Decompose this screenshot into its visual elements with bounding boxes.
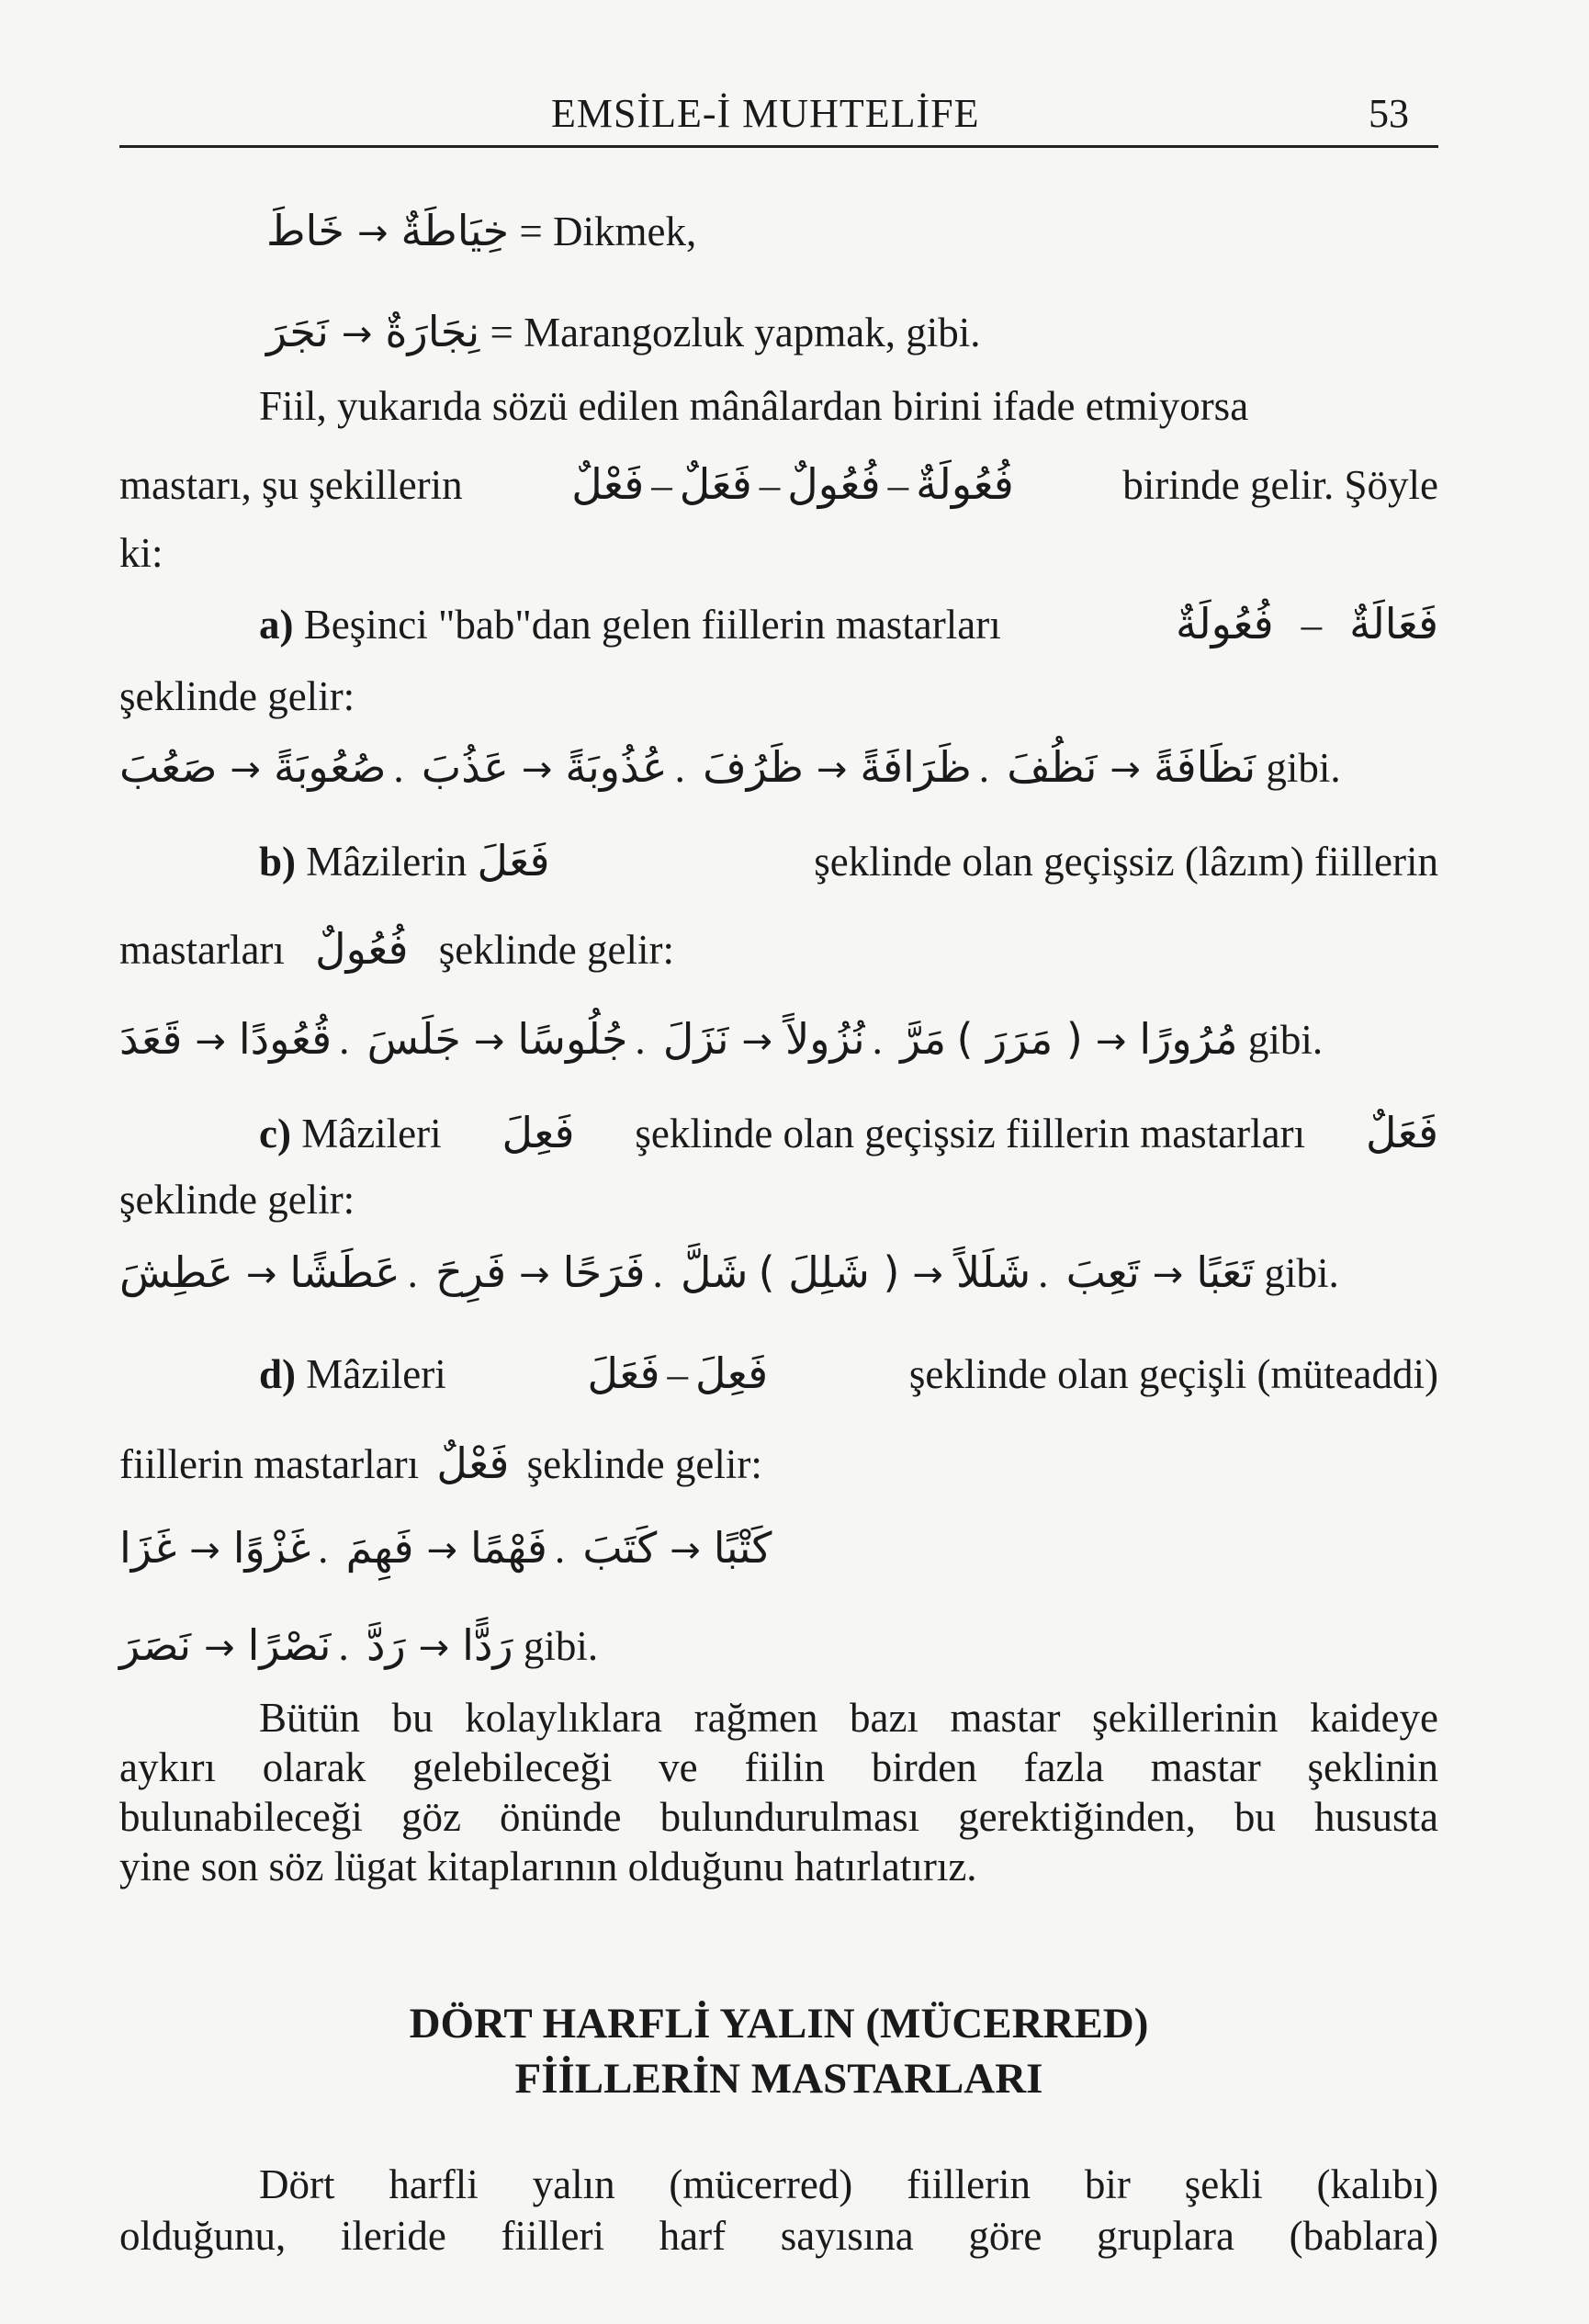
arabic-form: فَعَلٌ xyxy=(679,459,752,509)
arrow-icon: → xyxy=(519,1254,550,1296)
arabic-word: صُعُوبَةً xyxy=(273,742,387,792)
arabic-word: عَطِشَ xyxy=(119,1247,233,1297)
item-b-line-2 xyxy=(119,924,674,974)
text-span: şeklinde gelir: xyxy=(438,927,674,973)
arabic-word: تَعِبَ xyxy=(1065,1247,1140,1297)
gibi-text: gibi. xyxy=(1247,1017,1324,1063)
arrow-icon: → xyxy=(357,212,389,254)
item-d-line-1 xyxy=(259,1348,1438,1398)
item-label: c) xyxy=(259,1111,291,1156)
arabic-word: عَذُبَ xyxy=(421,742,509,792)
arabic-word: مُرُورًا xyxy=(1139,1014,1238,1064)
item-b-line-1 xyxy=(259,836,1438,886)
arrow-icon: → xyxy=(521,749,553,791)
arrow-icon: → xyxy=(816,749,848,791)
arabic-word: نَزَلَ xyxy=(662,1014,729,1064)
arabic-form: فُعُولَةٌ xyxy=(916,459,1014,509)
dash: – xyxy=(1301,602,1323,648)
arrow-icon: → xyxy=(230,749,261,791)
arabic-word: رَدَّ xyxy=(366,1620,406,1670)
arabic-word: شَلَّ xyxy=(681,1247,749,1297)
arabic-form: فَعِلَ xyxy=(501,1108,575,1157)
gibi-text: gibi. xyxy=(523,1623,599,1669)
paragraph-line: Bütün bu kolaylıklara rağmen bazı mastar şekillerinin kaideye xyxy=(259,1695,1438,1741)
paragraph-line xyxy=(119,459,1438,509)
paragraph-line: olduğunu, ileride fiilleri harf sayısına göre gruplara (bablara) xyxy=(119,2213,1438,2259)
dash: – xyxy=(667,1351,689,1397)
arrow-icon: → xyxy=(1095,1021,1127,1063)
text-span: Mâzileri xyxy=(306,1351,446,1397)
arrow-icon: → xyxy=(426,1529,457,1572)
arabic-word: رَدًّا xyxy=(462,1620,513,1670)
paragraph-line: aykırı olarak gelebileceği ve fiilin birden fazla mastar şeklinin xyxy=(119,1744,1438,1790)
arabic-word: نُزُولاً xyxy=(785,1014,865,1064)
gibi-text: gibi. xyxy=(1266,745,1341,791)
arabic-word: نَصَرَ xyxy=(119,1620,192,1670)
item-label: b) xyxy=(259,839,297,885)
meaning-text: = Dikmek, xyxy=(519,209,697,254)
form-list xyxy=(1176,599,1438,649)
arabic-word: غَزَا xyxy=(119,1523,177,1573)
arabic-word: كَتَبَ xyxy=(582,1523,658,1573)
text-span: mastarı, şu şekillerin xyxy=(119,462,463,508)
arrow-icon: → xyxy=(670,1529,701,1572)
arabic-form: فَعَلٌ xyxy=(1365,1108,1438,1157)
arrow-icon: → xyxy=(741,1021,773,1063)
text-span: şeklinde olan geçişsiz fiillerin mastarları xyxy=(635,1111,1306,1156)
paragraph-line: şeklinde gelir: xyxy=(119,1177,355,1223)
paragraph-line: şeklinde gelir: xyxy=(119,673,355,719)
item-c-line-1 xyxy=(259,1108,1438,1157)
arabic-form: فَعَالَةٌ xyxy=(1349,599,1438,649)
example-line-2 xyxy=(266,307,981,356)
arabic-word: فَهِمَ xyxy=(345,1523,414,1573)
arabic-word: فَرِحَ xyxy=(435,1247,507,1297)
arabic-word: مَرَّ xyxy=(900,1014,947,1064)
text-span: Beşinci "bab"dan gelen fiillerin mastarları xyxy=(303,602,1001,648)
arabic-word: فَرَحًا xyxy=(562,1247,646,1297)
arabic-verb: نَجَرَ xyxy=(266,307,329,356)
page-number: 53 xyxy=(1369,91,1409,136)
arrow-icon: → xyxy=(912,1254,943,1296)
arabic-form: فُعُولٌ xyxy=(315,924,409,974)
text-span: mastarları xyxy=(119,927,285,973)
arabic-word: تَعَبًا xyxy=(1196,1247,1255,1297)
running-header-title: EMSİLE-İ MUHTELİFE xyxy=(551,91,980,136)
gibi-text: gibi. xyxy=(1264,1250,1339,1296)
arabic-form: فَعَلَ xyxy=(477,836,550,886)
item-a-line-1 xyxy=(259,599,1438,649)
paragraph-line: bulunabileceği göz önünde bulundurulması gerektiğinden, bu hususta xyxy=(119,1794,1438,1840)
arrow-icon: → xyxy=(195,1021,226,1063)
item-label: d) xyxy=(259,1351,297,1397)
paragraph-line: Dört harfli yalın (mücerred) fiillerin bir şekli (kalıbı) xyxy=(259,2161,1438,2207)
arabic-form: فَعَلَ xyxy=(587,1348,660,1398)
arabic-word: عَطَشًا xyxy=(289,1247,400,1297)
dash: – xyxy=(759,462,781,508)
arabic-form: فَعْلٌ xyxy=(571,459,645,509)
dash: – xyxy=(651,462,672,508)
section-heading-line-1: DÖRT HARFLİ YALIN (MÜCERRED) xyxy=(409,2000,1149,2048)
arrow-icon: → xyxy=(245,1254,277,1296)
arabic-word: جُلُوسًا xyxy=(517,1014,628,1064)
arabic-word: ( مَرَرَ ) xyxy=(956,1014,1083,1064)
arabic-word: فَهْمًا xyxy=(470,1523,547,1573)
paragraph-line: ki: xyxy=(119,530,163,576)
arabic-word: كَتْبًا xyxy=(713,1523,772,1573)
arabic-word: قُعُودًا xyxy=(238,1014,332,1064)
arrow-icon: → xyxy=(1152,1254,1184,1296)
dash: – xyxy=(887,462,909,508)
arabic-form: فَعِلَ xyxy=(695,1348,769,1398)
arabic-word: قَعَدَ xyxy=(119,1014,183,1064)
text-span: şeklinde olan geçişli (müteaddi) xyxy=(908,1351,1438,1397)
arabic-word: عُذُوبَةً xyxy=(565,742,668,792)
example-row-d-2: نَصَرَ → نَصْرًا . رَدَّ → رَدًّا gibi. xyxy=(119,1620,599,1670)
text-span: Mâzilerin xyxy=(306,839,468,885)
arabic-word: نَظُفَ xyxy=(1007,742,1098,792)
arabic-word: شَلَلاً xyxy=(955,1247,1031,1297)
arrow-icon: → xyxy=(473,1021,505,1063)
item-d-line-2 xyxy=(119,1438,762,1488)
example-row-b: قَعَدَ → قُعُودًا . جَلَسَ → جُلُوسًا . نَزَلَ → نُزُولاً . مَرَّ ( مَرَرَ ) → مُرُورًا gibi. xyxy=(119,1014,1324,1064)
example-row-a: صَعُبَ → صُعُوبَةً . عَذُبَ → عُذُوبَةً . ظَرُفَ → ظَرَافَةً . نَظُفَ → نَظَافَةً gibi. xyxy=(119,742,1341,792)
arabic-masdar: نِجَارَةٌ xyxy=(385,307,480,356)
arabic-word: صَعُبَ xyxy=(119,742,218,792)
arrow-icon: → xyxy=(1110,749,1141,791)
header-rule xyxy=(119,145,1438,148)
arabic-word: غَزْوًا xyxy=(232,1523,311,1573)
text-span: fiillerin mastarları xyxy=(119,1441,420,1487)
paragraph-line: Fiil, yukarıda sözü edilen mânâlardan birini ifade etmiyorsa xyxy=(259,383,1249,429)
text-span: birinde gelir. Şöyle xyxy=(1122,462,1438,508)
arrow-icon: → xyxy=(189,1529,220,1572)
arabic-form: فَعْلٌ xyxy=(436,1438,510,1488)
arabic-word: نَظَافَةً xyxy=(1153,742,1257,792)
arabic-word: ( شَلِلَ ) xyxy=(758,1247,900,1297)
section-heading-line-2: FİİLLERİN MASTARLARI xyxy=(514,2055,1043,2103)
arabic-form: فُعُولٌ xyxy=(787,459,881,509)
meaning-text: = Marangozluk yapmak, gibi. xyxy=(490,310,981,355)
example-row-c: عَطِشَ → عَطَشًا . فَرِحَ → فَرَحًا . شَلَّ ( شَلِلَ ) → شَلَلاً . تَعِبَ → تَعَبًا gibi. xyxy=(119,1247,1339,1297)
arabic-word: جَلَسَ xyxy=(366,1014,461,1064)
arrow-icon: → xyxy=(204,1627,235,1669)
arrow-icon: → xyxy=(418,1627,450,1669)
arabic-word: ظَرُفَ xyxy=(703,742,804,792)
text-span: Mâzileri xyxy=(301,1111,442,1156)
example-row-d-1: غَزَا → غَزْوًا . فَهِمَ → فَهْمًا . كَتَبَ → كَتْبًا xyxy=(119,1523,772,1573)
arrow-icon: → xyxy=(341,313,373,355)
arabic-masdar: خِيَاطَةٌ xyxy=(400,206,510,255)
text-span: şeklinde olan geçişsiz (lâzım) fiillerin xyxy=(814,839,1438,885)
text-span: şeklinde gelir: xyxy=(526,1441,762,1487)
item-label: a) xyxy=(259,602,294,648)
arabic-word: نَصْرًا xyxy=(247,1620,332,1670)
form-list xyxy=(588,1348,769,1398)
arabic-form: فُعُولَةٌ xyxy=(1176,599,1274,649)
arabic-verb: خَاطَ xyxy=(266,206,344,255)
example-line-1 xyxy=(266,206,697,255)
paragraph-line: yine son söz lügat kitaplarının olduğunu hatırlatırız. xyxy=(119,1844,977,1890)
arabic-word: ظَرَافَةً xyxy=(860,742,972,792)
form-list xyxy=(571,459,1014,509)
